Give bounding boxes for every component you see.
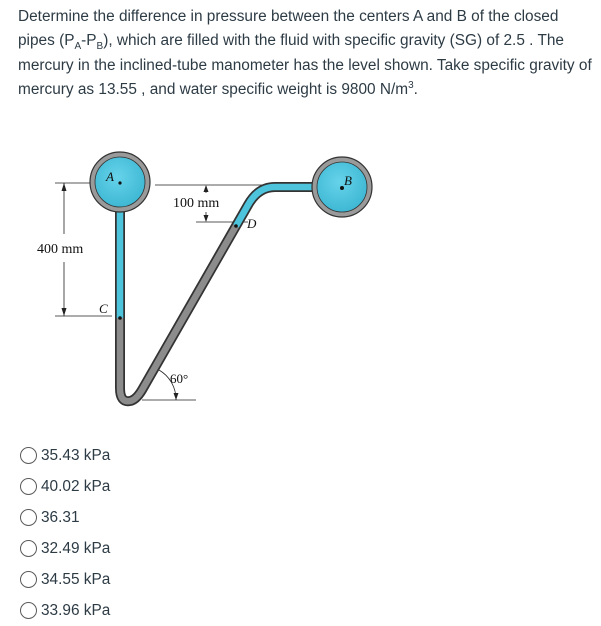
dimension-400mm-label: 400 mm bbox=[37, 242, 84, 257]
tube-outline bbox=[120, 187, 316, 401]
choice-6[interactable] bbox=[20, 595, 110, 626]
choice-5[interactable] bbox=[20, 564, 110, 595]
label-a: A bbox=[106, 169, 114, 184]
point-c bbox=[118, 316, 122, 320]
dimension-100mm-label: 100 mm bbox=[173, 196, 220, 211]
question-dash: -P bbox=[81, 32, 97, 50]
arrow-400-bottom bbox=[62, 308, 67, 316]
question-part3: . bbox=[413, 81, 418, 99]
radio-circle-icon[interactable] bbox=[20, 571, 37, 588]
subscript-a: A bbox=[74, 41, 82, 53]
choice-label: 40.02 kPa bbox=[41, 477, 111, 495]
answer-choices bbox=[20, 440, 110, 626]
choice-2[interactable] bbox=[20, 471, 110, 502]
question-part1: Determine the difference in pressure between the centers A and B of the closed pipes (P bbox=[18, 8, 559, 50]
radio-circle-icon[interactable] bbox=[20, 509, 37, 526]
point-d bbox=[234, 224, 238, 228]
label-d: D bbox=[247, 216, 257, 231]
angle-label: 60° bbox=[170, 371, 189, 386]
subscript-b: B bbox=[96, 41, 104, 53]
label-c: C bbox=[99, 301, 108, 316]
arrow-400-top bbox=[62, 183, 67, 191]
choice-label: 32.49 kPa bbox=[41, 539, 111, 557]
question-part2: ), which are filled with the fluid with specific gravity (SG) of 2.5 . The mercury in the inclined-tube manometer has the level shown. Take specific gravity of mercury as 13.55 , and water specific weight is 9800 N/m bbox=[18, 32, 592, 99]
choice-label: 34.55 kPa bbox=[41, 570, 111, 588]
radio-circle-icon[interactable] bbox=[20, 602, 37, 619]
choice-3[interactable] bbox=[20, 502, 110, 533]
superscript-3: 3 bbox=[408, 80, 414, 92]
radio-circle-icon[interactable] bbox=[20, 540, 37, 557]
choice-label: 33.96 kPa bbox=[41, 601, 111, 619]
label-b: B bbox=[344, 173, 352, 188]
choice-4[interactable] bbox=[20, 533, 110, 564]
point-a bbox=[118, 181, 121, 184]
radio-circle-icon[interactable] bbox=[20, 447, 37, 464]
choice-label: 35.43 kPa bbox=[41, 446, 111, 464]
arrow-100-top bbox=[204, 185, 209, 192]
choice-label: 36.31 bbox=[41, 508, 80, 526]
angle-arrow bbox=[174, 393, 179, 400]
radio-circle-icon[interactable] bbox=[20, 478, 37, 495]
choice-1[interactable] bbox=[20, 440, 110, 471]
arrow-100-bottom bbox=[204, 215, 209, 222]
